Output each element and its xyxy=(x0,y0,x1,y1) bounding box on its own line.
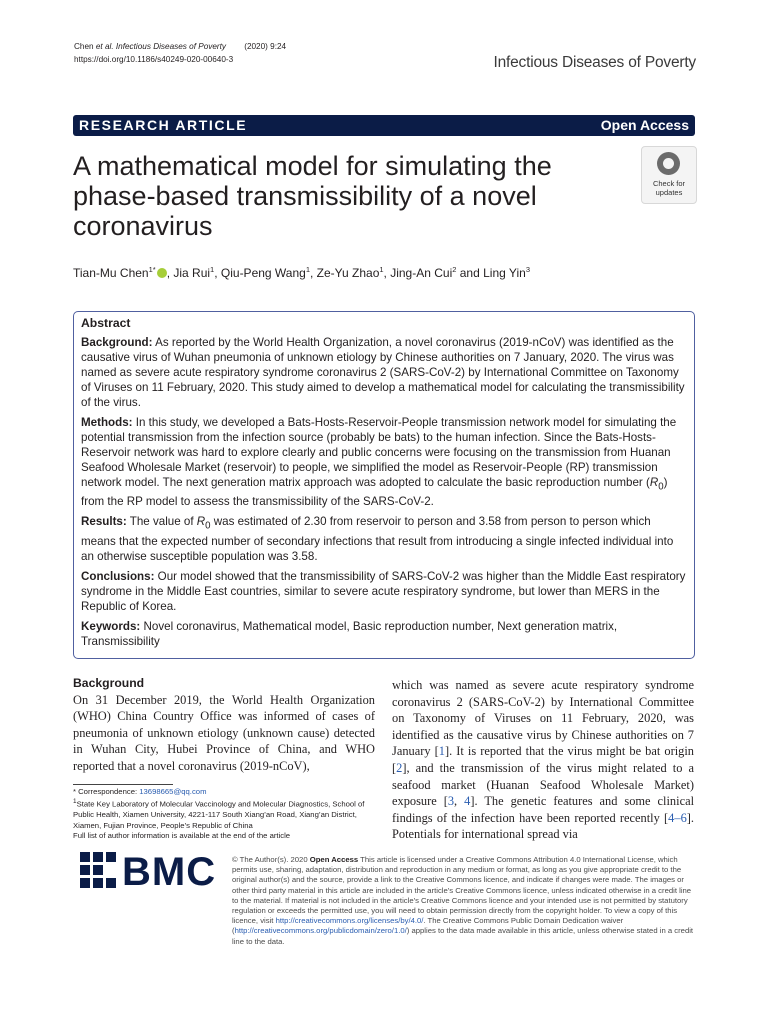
author-name: Jia Rui xyxy=(173,266,211,280)
author-affiliation: 1 xyxy=(305,265,310,274)
author-name: Ling Yin xyxy=(483,266,526,280)
reference-link[interactable]: 4 xyxy=(464,794,471,809)
journal-name: Infectious Diseases of Poverty xyxy=(493,54,696,71)
author-info-note: Full list of author information is available at the end of the article xyxy=(73,831,291,841)
author-affiliation: 1 xyxy=(210,265,215,274)
reference-link[interactable]: 4–6 xyxy=(668,810,687,825)
author-affiliation: 2 xyxy=(452,265,457,274)
check-for-label: Check for xyxy=(652,179,686,188)
author-affiliation: 3 xyxy=(525,265,530,274)
author-affiliation: 1* xyxy=(148,265,156,274)
footnote xyxy=(73,787,373,842)
abstract-background: Background: As reported by the World Health Organization, a novel coronavirus (2019-nCoV) was identified as the causative virus of Wuhan pneumonia of unknown etiology by Chinese authorities on 7 January, 2020. The virus was named as severe acute respiratory syndrome coronavirus 2 (SARS-CoV-2) by International Committee on Taxonomy of Viruses on 11 February, 2020. This study aimed to develop a mathematical model for calculating the transmissibility of the virus. xyxy=(81,336,685,409)
abstract-keywords: Keywords: Novel coronavirus, Mathematical model, Basic reproduction number, Next generation matrix, Transmissibility xyxy=(81,619,618,648)
abstract-results: Results: The value of $R_0$ was estimated of 2.30 from reservoir to person and 3.58 from person to person which means that the expected number of secondary infections that result from introducing a single infected individual into an otherwise susceptible population was 3.58. xyxy=(81,515,674,563)
article-title xyxy=(73,151,633,241)
citation-year: (2020) 9:24 xyxy=(244,42,287,51)
crossmark-icon xyxy=(657,152,680,175)
public-domain-link[interactable]: http://creativecommons.org/publicdomain/zero/1.0/ xyxy=(234,926,407,936)
author-name: Qiu-Peng Wang xyxy=(220,266,306,280)
author-name: Ze-Yu Zhao xyxy=(316,266,380,280)
updates-label: updates xyxy=(655,188,683,197)
title-line: A mathematical model for simulating the xyxy=(73,151,552,181)
citation-header xyxy=(74,41,286,66)
reference-link[interactable]: 1 xyxy=(438,744,445,759)
body-paragraph: On 31 December 2019, the World Health Organization (WHO) China Country Office was informed of cases of pneumonia of unknown etiology (unknown cause) detected in Wuhan City, Hubei Province of China, and WHO reported that a novel coronavirus (2019-nCoV), xyxy=(73,692,375,773)
body-column-right: which was named as severe acute respiratory syndrome coronavirus 2 (SARS-CoV-2) by International Committee on Taxonomy of Viruses on 11 February, 2020, was identified as the causative virus by Chinese authorities on 7 January [1]. It is reported that the virus might be bat origin [2], and the transmission of the virus might related to a seafood market (Huanan Seafood Wholesale Market) exposure [3, 4]. The genetic features and some clinical findings of the infection have been reported recently [4–6]. Potentials for international spread via xyxy=(392,678,695,842)
reference-link[interactable]: 3 xyxy=(447,794,455,809)
footnote-divider xyxy=(73,784,173,785)
bmc-logo-icon xyxy=(80,852,116,888)
license-link[interactable]: http://creativecommons.org/licenses/by/4.0/ xyxy=(275,916,424,926)
article-type-label: RESEARCH ARTICLE xyxy=(79,117,248,133)
doi-link[interactable]: https://doi.org/10.1186/s40249-020-00640-3 xyxy=(74,54,234,64)
abstract xyxy=(81,316,687,654)
title-line: phase-based transmissibility of a novel xyxy=(73,181,537,211)
author-name: Jing-An Cui xyxy=(390,266,453,280)
title-line: coronavirus xyxy=(73,211,213,241)
affiliation: $^1$State Key Laboratory of Molecular Vaccinology and Molecular Diagnostics, School of Public Health, Xiamen University, 4221-117 South Xiang’an Road, Xiang’an District, Xiamen, Fujian Province, People’s Republic of China xyxy=(73,798,365,830)
bmc-logo-text: BMC xyxy=(122,850,217,894)
abstract-methods: Methods: In this study, we developed a Bats-Hosts-Reservoir-People transmission network model for simulating the potential transmission from the infection source (probably be bats) to the human infection. Since the Bats-Hosts-Reservoir network was hard to explore clearly and public concerns were focusing on the transmission from Huanan Seafood Wholesale Market (reservoir) to people, we simplified the model as Reservoir-People (RP) transmission network model. The next generation matrix approach was adopted to calculate the basic reproduction number $(R_0)$ from the RP model to assess the transmissibility of the SARS-CoV-2. xyxy=(81,416,677,509)
open-access-label: Open Access xyxy=(600,117,689,133)
reference-link[interactable]: 2 xyxy=(396,760,403,775)
article-type-banner xyxy=(73,115,695,136)
orcid-icon[interactable] xyxy=(157,268,167,278)
citation-journal: et al. Infectious Diseases of Poverty xyxy=(95,42,227,51)
abstract-heading: Abstract xyxy=(81,316,131,330)
citation-authors: Chen xyxy=(74,42,94,51)
abstract-conclusions: Conclusions: Our model showed that the transmissibility of SARS-CoV-2 was higher than the Middle East respiratory syndrome in the Middle East countries, similar to severe acute respiratory syndrome, but lower than MERS in the Republic of Korea. xyxy=(81,569,686,613)
email-link[interactable]: 13698665@qq.com xyxy=(139,787,207,796)
section-heading: Background xyxy=(73,676,145,690)
author-name: Tian-Mu Chen xyxy=(73,266,149,280)
body-column-left xyxy=(73,675,375,775)
author-list: Tian-Mu Chen$^{1*}$ , Jia Rui$^1$, Qiu-Peng Wang$^1$, Ze-Yu Zhao$^1$, Jing-An Cui$^2$ and Ling Yin$^3$ xyxy=(73,265,530,280)
correspondence: * Correspondence: 13698665@qq.com xyxy=(73,787,207,796)
check-for-updates-button[interactable] xyxy=(641,146,697,204)
license-statement: © The Author(s). 2020 Open Access This article is licensed under a Creative Commons Attribution 4.0 International License, which permits use, sharing, adaptation, distribution and reproduction in any medium or format, as long as you give appropriate credit to the original author(s) and the source, provide a link to the Creative Commons licence, and indicate if changes were made. The images or other third party material in this article are included in the article's Creative Commons licence, unless indicated otherwise in a credit line to the material. If material is not included in the article's Creative Commons licence and your intended use is not permitted by statutory regulation or exceeds the permitted use, you will need to obtain permission directly from the copyright holder. To view a copy of this licence, visit http://creativecommons.org/licenses/by/4.0/. The Creative Commons Public Domain Dedication waiver (http://creativecommons.org/publicdomain/zero/1.0/) applies to the data made available in this article, unless otherwise stated in a credit line to the data. xyxy=(232,855,694,946)
author-affiliation: 1 xyxy=(379,265,384,274)
